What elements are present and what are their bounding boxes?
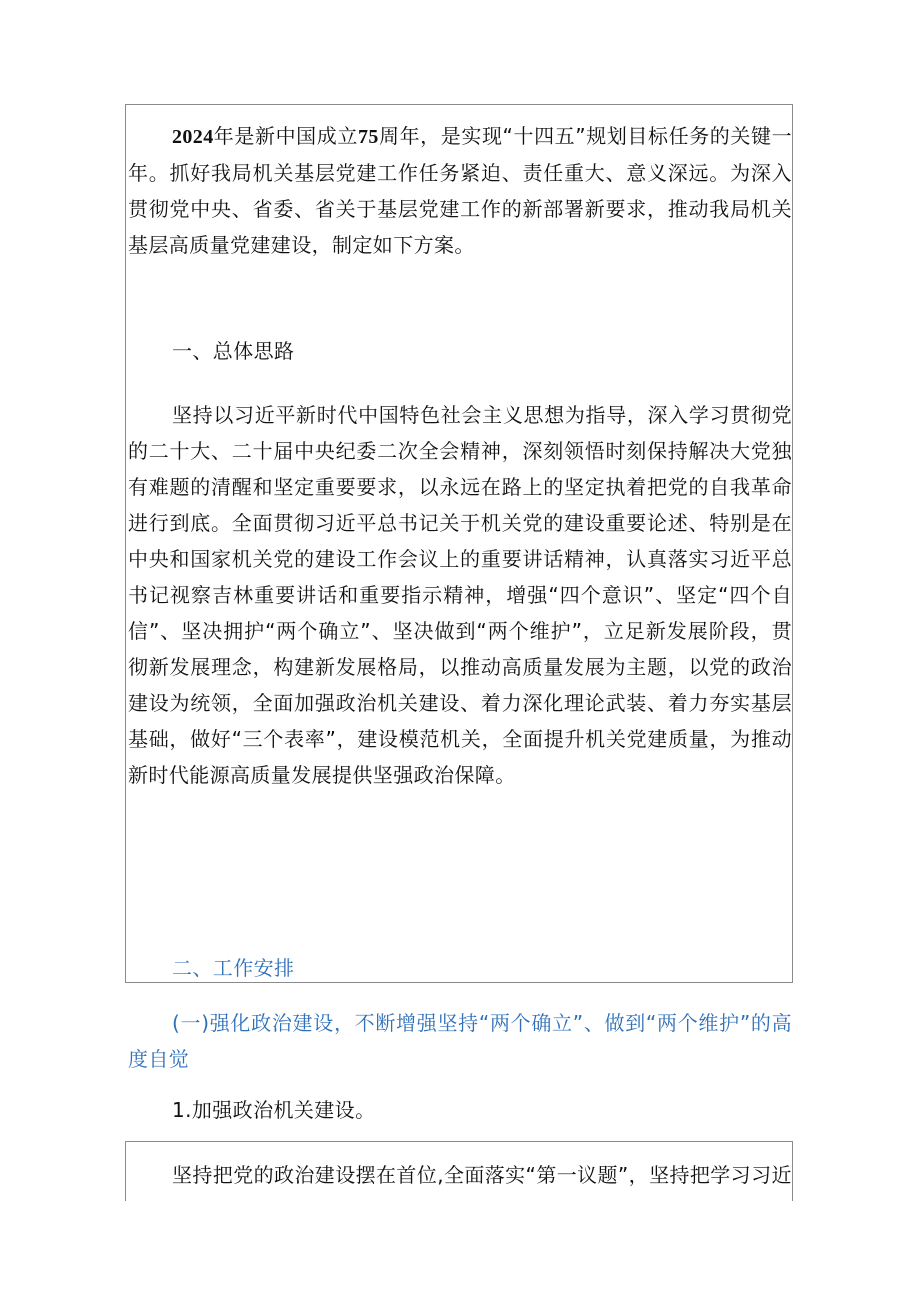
item1-heading: 1.加强政治机关建设。 (172, 1098, 376, 1122)
section2-heading: 二、工作安排 (172, 956, 295, 980)
section1-heading: 一、总体思路 (172, 339, 295, 363)
intro-year: 2024 (172, 126, 214, 148)
subsection1-heading: (一)强化政治建设，不断增强坚持“两个确立”、做到“两个维护”的高度自觉 (128, 1011, 792, 1071)
intro-text-a: 年是新中国成立 (213, 124, 358, 148)
intro-anniversary: 75 (357, 126, 379, 148)
section1-body: 坚持以习近平新时代中国特色社会主义思想为指导，深入学习贯彻党的二十大、二十届中央纪委二次全会精神，深刻领悟时刻保持解决大党独有难题的清醒和坚定重要要求，以永远在路上的坚定执着把党的自我革命进行到底。全面贯彻习近平总书记关于机关党的建设重要论述、特别是在中央和国家机关党的建设工作会议上的重要讲话精神，认真落实习近平总书记视察吉林重要讲话和重要指示精神，增强“四个意识”、坚定“四个自信”、坚决拥护“两个确立”、坚决做到“两个维护”，立足新发展阶段，贯彻新发展理念，构建新发展格局，以推动高质量发展为主题，以党的政治建设为统领，全面加强政治机关建设、着力深化理论武装、着力夯实基层基础，做好“三个表率”，建设模范机关，全面提升机关党建质量，为推动新时代能源高质量发展提供坚强政治保障。 (128, 403, 792, 787)
intro-text-b: 周年，是实现“十四五”规划目标任务的关键一年。抓好我局机关基层党建工作任务紧迫、责任重大、意义深远。为深入贯彻党中央、省委、省关于基层党建工作的新部署新要求，推动我局机关基层高质量党建建设，制定如下方案。 (128, 124, 792, 257)
item1-body: 坚持把党的政治建设摆在首位,全面落实“第一议题”，坚持把学习习近 (172, 1163, 792, 1187)
intro-paragraph (128, 118, 792, 263)
